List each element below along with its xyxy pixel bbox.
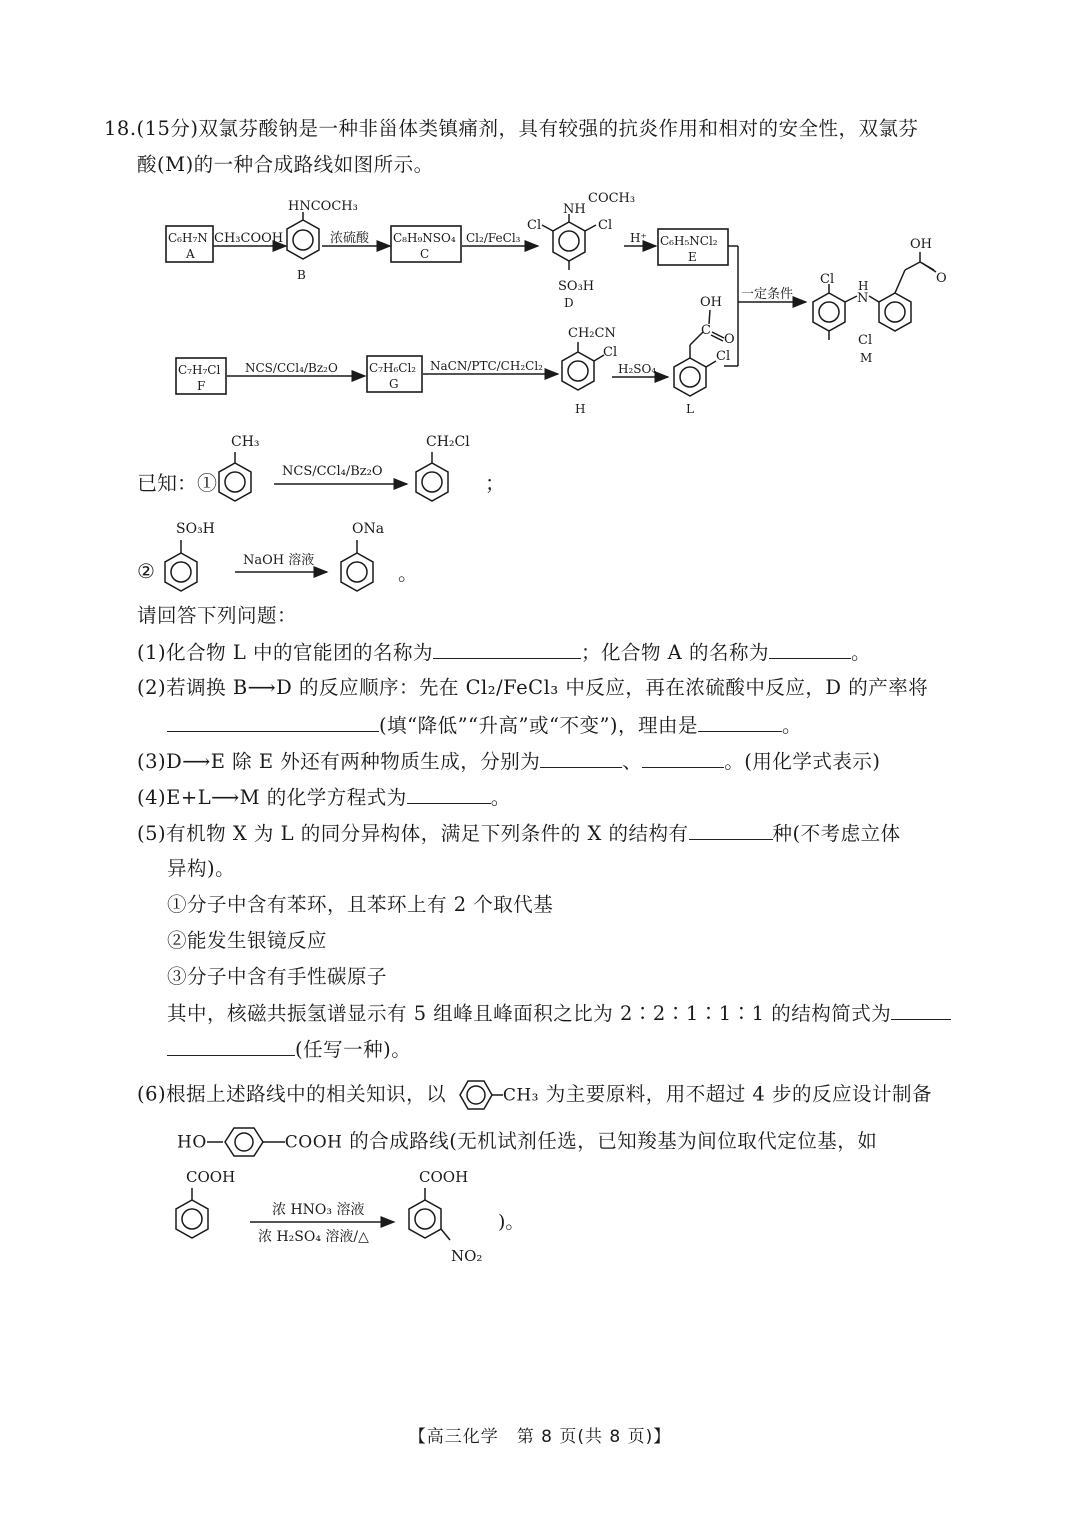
question-6-cooh: COOH [284,1132,343,1153]
question-5-text-e: (任写一种)。 [295,1038,412,1061]
known1-product-structure [416,452,448,501]
compound-d-cl-left: Cl [527,218,542,233]
compound-d-acetyl: COCH₃ [588,191,636,206]
page-footer: 【高三化学 第 8 页(共 8 页)】 [408,1427,672,1447]
question-3-text-c: 。(用化学式表示) [724,750,881,773]
answer-blank-4[interactable] [407,785,491,804]
example-reactant-cooh: COOH [186,1168,236,1186]
compound-h-label: H [575,402,586,416]
known2-phenoxide: ONa [352,521,385,537]
question-6-text-b: 为主要原料，用不超过 4 步的反应设计制备 [545,1082,932,1106]
compound-l-c: C [701,323,711,338]
compound-m-label: M [860,351,873,365]
answer-blank-2a[interactable] [167,713,379,732]
known1-reagent: NCS/CCl₄/Bz₂O [282,464,383,479]
known2-number: ② [137,559,155,583]
compound-m-o: O [936,271,947,286]
compound-l-label: L [686,402,694,416]
benzoic-acid-structure [176,1188,208,1238]
compound-g-label: G [389,377,399,391]
compound-d-label: D [564,296,574,310]
example-end: )。 [498,1211,525,1233]
question-2-line1: (2)若调换 B⟶D 的反应顺序：先在 Cl₂/FeCl₃ 中反应，再在浓硫酸中反应，D 的产率将 [137,676,929,699]
question-5-text-b: 种(不考虑立体 [772,822,901,845]
question-header-line2: 酸(M)的一种合成路线如图所示。 [137,153,434,176]
known2-reactant-structure [165,540,197,591]
compound-e-label: E [688,250,697,264]
reagent-certain-conditions: 一定条件 [741,287,794,302]
known2-end: 。 [398,561,418,585]
question-2-text-c: 。 [782,714,803,737]
answer-blank-1a[interactable] [433,640,581,659]
compound-d-nh: NH [563,202,586,217]
compound-l-o: O [724,332,735,347]
compound-d-sulfonic: SO₃H [558,279,595,294]
question-5-line4 [167,1037,411,1062]
question-6-text-c: 的合成路线(无机试剂任选，已知羧基为间位取代定位基，如 [349,1129,878,1153]
known2-reagent: NaOH 溶液 [243,553,315,568]
synthesis-route-diagram [0,190,1080,610]
question-header-line1: 18.(15分)双氯芬酸钠是一种非甾体类镇痛剂，具有较强的抗炎作用和相对的安全性，双氯芬 [104,117,919,140]
compound-d-cl-right: Cl [598,218,613,233]
question-5-text-d: 其中，核磁共振氢谱显示有 5 组峰且峰面积之比为 2∶2∶1∶1∶1 的结构简式为 [167,1002,892,1025]
question-2-text-b: (填“降低”“升高”或“不变”)，理由是 [379,714,699,737]
reagent-nacn: NaCN/PTC/CH₂Cl₂ [430,359,543,373]
question-1 [137,640,871,665]
known1-chloromethyl: CH₂Cl [426,434,470,450]
compound-m-cl-bottom: Cl [858,333,873,348]
compound-b-structure [287,212,319,259]
question-6-text-a: (6)根据上述路线中的相关知识，以 [137,1082,447,1106]
question-3-text-b: 、 [622,750,643,773]
known1-end: ； [485,471,505,495]
compound-m-cl-top: Cl [820,272,835,287]
reagent-ncs: NCS/CCl₄/Bz₂O [245,361,338,375]
known2-product-structure [341,540,373,591]
toluene-structure [453,1077,503,1113]
question-5-text-a: (5)有机物 X 为 L 的同分异构体，满足下列条件的 X 的结构有 [137,822,689,845]
question-4 [137,785,511,810]
compound-m-n: N [857,291,869,306]
question-6-methyl: CH₃ [502,1085,539,1106]
known1-reactant-structure [219,452,251,501]
answer-blank-1b[interactable] [769,640,851,659]
question-4-text-a: (4)E+L⟶M 的化学方程式为 [137,786,407,809]
example-reagent-h2so4: 浓 H₂SO₄ 溶液/△ [258,1229,369,1245]
compound-m-h: H [858,279,869,293]
questions-intro: 请回答下列问题： [137,604,298,627]
compound-h-cyanomethyl: CH₂CN [568,326,616,341]
answer-blank-3b[interactable] [642,749,724,768]
example-reagent-hno3: 浓 HNO₃ 溶液 [272,1202,365,1218]
compound-h-cl: Cl [603,345,618,360]
question-6-line2 [177,1124,877,1160]
question-2-line2 [167,713,802,738]
answer-blank-3a[interactable] [540,749,622,768]
known1-methyl: CH₃ [231,434,260,450]
compound-b-substituent: HNCOCH₃ [288,199,358,214]
answer-blank-5a[interactable] [689,821,773,840]
compound-g-formula: C₇H₆Cl₂ [369,361,417,375]
nitration-example-diagram [150,1160,750,1280]
reagent-chlorine-fecl3: Cl₂/FeCl₃ [466,231,521,245]
compound-d-structure [542,214,596,270]
compound-f-label: F [197,379,206,393]
compound-l-oh: OH [700,295,722,310]
compound-m-structure [813,252,936,340]
nitrobenzoic-acid-structure [409,1188,450,1240]
compound-b-label: B [297,268,306,282]
answer-blank-5c[interactable] [167,1037,295,1056]
known-prefix: 已知：① [137,471,217,495]
condition-2: ②能发生银镜反应 [167,929,328,952]
question-5-line1 [137,821,901,846]
reagent-h2so4: H₂SO₄ [618,362,657,376]
reagent-acetic-acid: CH₃COOH [214,231,284,246]
answer-blank-2b[interactable] [698,713,782,732]
example-product-cooh: COOH [419,1168,469,1186]
answer-blank-5b[interactable] [891,1001,951,1020]
known2-sulfonic: SO₃H [176,521,215,537]
compound-l-cl: Cl [716,349,731,364]
hydroxybenzoic-acid-ring [207,1124,285,1160]
compound-f-formula: C₇H₇Cl [178,363,221,377]
question-5-line2: 异构)。 [167,857,236,880]
compound-a-label: A [186,247,195,261]
condition-1: ①分子中含有苯环，且苯环上有 2 个取代基 [167,893,554,916]
compound-m-oh: OH [910,237,932,252]
question-1-text-a: (1)化合物 L 中的官能团的名称为 [137,641,433,664]
question-6-ho: HO [177,1132,207,1153]
question-4-text-b: 。 [490,786,511,809]
compound-h-structure [562,342,604,390]
example-product-no2: NO₂ [451,1247,483,1265]
question-1-text-c: 。 [850,641,871,664]
question-5-line3 [167,1001,951,1026]
compound-e-formula: C₆H₅NCl₂ [660,234,718,248]
compound-c-formula: C₈H₉NSO₄ [393,231,456,245]
reagent-conc-sulfuric: 浓硫酸 [330,231,370,246]
condition-3: ③分子中含有手性碳原子 [167,965,388,988]
question-6-line1 [137,1077,932,1113]
compound-c-label: C [420,247,430,261]
question-3-text-a: (3)D⟶E 除 E 外还有两种物质生成，分别为 [137,750,541,773]
reagent-acid-h: H⁺ [630,231,647,245]
question-3 [137,749,881,774]
question-1-text-b: ；化合物 A 的名称为 [580,641,769,664]
compound-a-formula: C₆H₇N [168,231,208,245]
